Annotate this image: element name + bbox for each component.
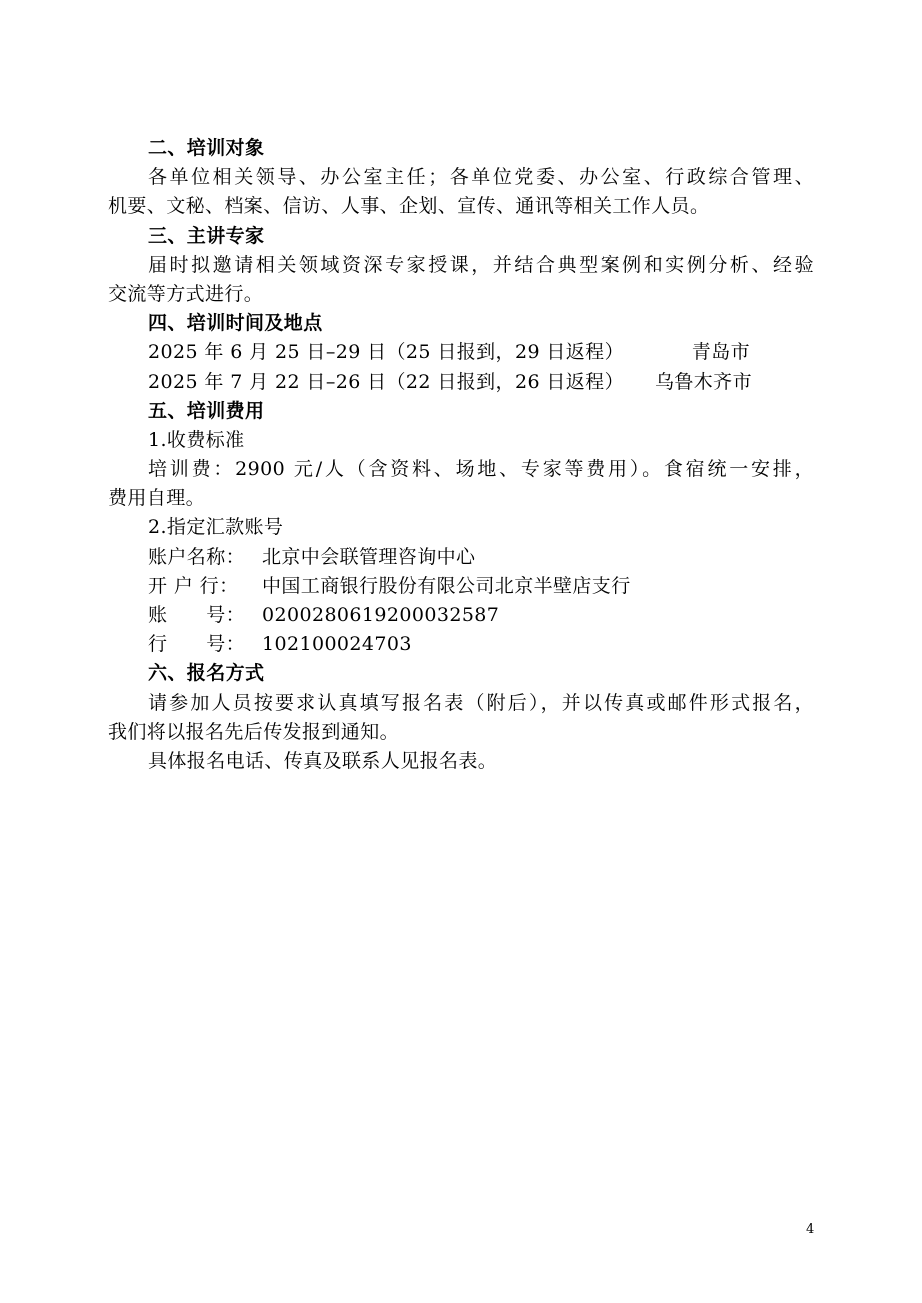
paragraph-line: 机要、文秘、档案、信访、人事、企划、宣传、通讯等相关工作人员。	[108, 195, 710, 218]
paragraph-line: 届时拟邀请相关领域资深专家授课，并结合典型案例和实例分析、经验	[148, 253, 814, 276]
account-number-row	[108, 601, 814, 630]
paragraph-line: 具体报名电话、传真及联系人见报名表。	[148, 749, 498, 772]
bank-value: 中国工商银行股份有限公司北京半壁店支行	[262, 574, 631, 597]
account-number-label: 账 号：	[148, 604, 246, 626]
paragraph-line: 费用自理。	[108, 487, 206, 510]
paragraph-line: 交流等方式进行。	[108, 282, 264, 305]
bank-label: 开 户 行：	[148, 574, 239, 597]
account-name-value: 北京中会联管理咨询中心	[262, 545, 476, 568]
session-time: 2025 年 7 月 22 日–26 日（22 日报到，26 日返程）	[148, 370, 624, 393]
session-time: 2025 年 6 月 25 日–29 日（25 日报到，29 日返程）	[148, 341, 624, 364]
account-name-label: 账户名称：	[148, 545, 246, 568]
page-number: 4	[806, 1222, 815, 1237]
section-heading-trainees: 二、培训对象	[148, 137, 265, 159]
paragraph-line: 培训费：2900 元/人（含资料、场地、专家等费用）。食宿统一安排，	[148, 458, 814, 481]
session-row	[108, 338, 814, 367]
account-number-value: 0200280619200032587	[262, 604, 500, 626]
section-heading-registration: 六、报名方式	[148, 662, 265, 685]
bank-number-label: 行 号：	[148, 633, 246, 656]
session-row	[108, 368, 814, 397]
section-heading-time-place: 四、培训时间及地点	[148, 312, 323, 335]
paragraph-line: 各单位相关领导、办公室主任；各单位党委、办公室、行政综合管理、	[148, 166, 814, 189]
section-heading-experts: 三、主讲专家	[148, 224, 265, 247]
session-place: 乌鲁木齐市	[654, 370, 752, 393]
fee-subtitle: 1.收费标准	[148, 428, 245, 451]
bank-number-row	[108, 630, 814, 659]
document-body	[108, 134, 814, 776]
section-heading-fees: 五、培训费用	[148, 399, 265, 422]
session-place: 青岛市	[691, 341, 750, 364]
account-name-row	[108, 543, 814, 572]
account-subtitle: 2.指定汇款账号	[148, 516, 284, 539]
paragraph-line: 我们将以报名先后传发报到通知。	[108, 720, 400, 743]
bank-row	[108, 572, 814, 601]
bank-number-value: 102100024703	[262, 633, 412, 656]
paragraph-line: 请参加人员按要求认真填写报名表（附后），并以传真或邮件形式报名，	[148, 691, 814, 714]
